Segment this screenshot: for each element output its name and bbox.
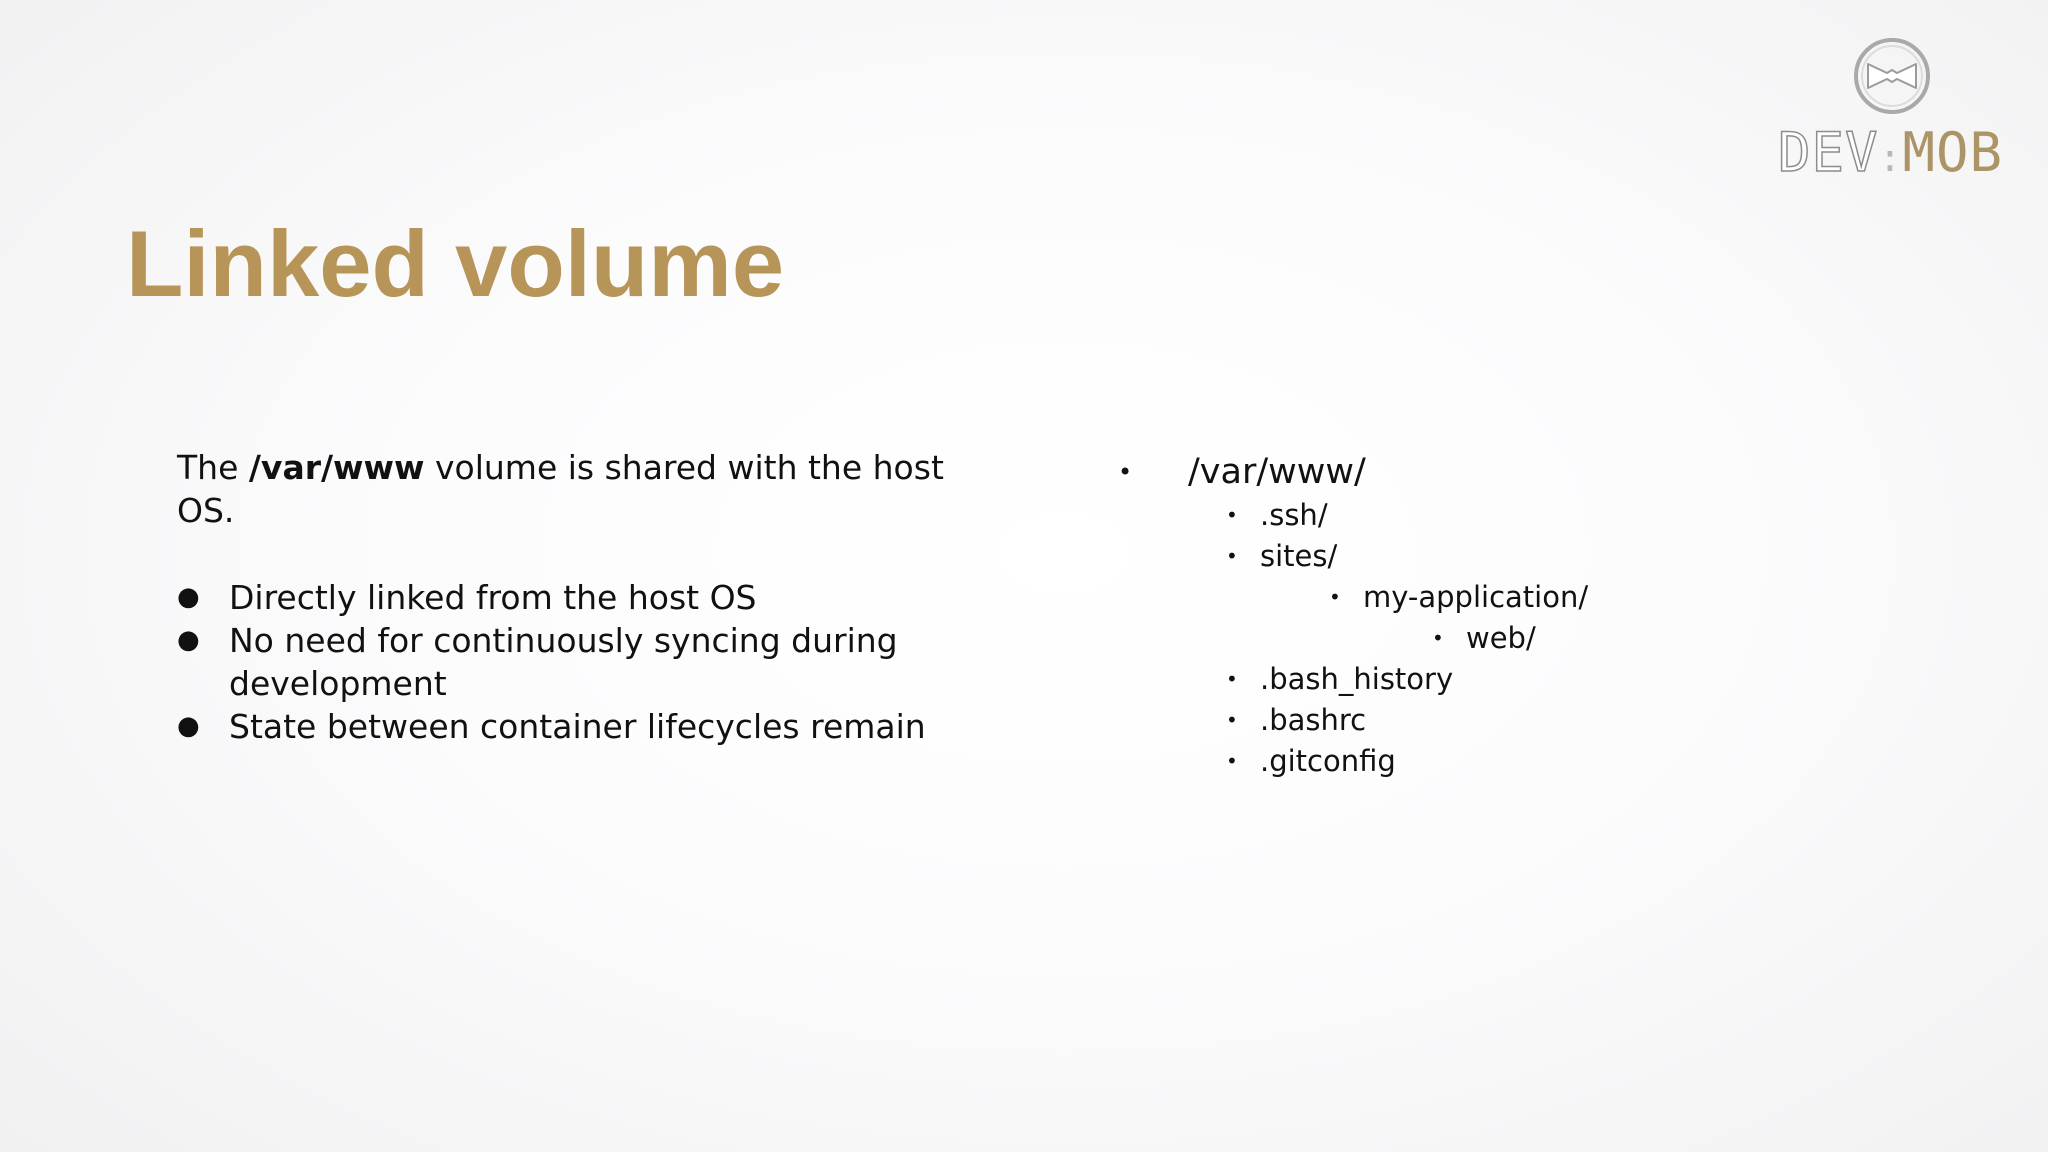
feature-bullet-item: ● Directly linked from the host OS bbox=[177, 576, 937, 619]
intro-suffix: volume is shared with the host OS. bbox=[177, 448, 944, 530]
tree-label: .ssh/ bbox=[1260, 498, 1328, 532]
tree-label: .gitconfig bbox=[1260, 744, 1396, 778]
bowtie-logo-icon bbox=[1850, 34, 1934, 118]
intro-path: /var/www bbox=[248, 448, 425, 487]
tree-label: my-application/ bbox=[1363, 580, 1589, 614]
intro-prefix: The bbox=[177, 448, 249, 487]
tree-label: sites/ bbox=[1260, 539, 1338, 573]
feature-bullet-item: ● State between container lifecycles remain bbox=[177, 705, 937, 748]
tree-bullet-icon: • bbox=[1226, 708, 1238, 732]
feature-bullet-item: ● No need for continuously syncing during development bbox=[177, 619, 937, 705]
tree-bullet-icon: • bbox=[1226, 667, 1238, 691]
feature-bullet-list bbox=[177, 576, 937, 748]
slide-title: Linked volume bbox=[126, 211, 785, 316]
logo-text-colon: : bbox=[1878, 136, 1903, 180]
devmob-logo bbox=[1778, 34, 2014, 184]
logo-text-dev: DEV bbox=[1778, 121, 1879, 184]
tree-bullet-icon: • bbox=[1226, 544, 1238, 568]
tree-label: web/ bbox=[1466, 621, 1536, 655]
tree-bullet-icon: • bbox=[1118, 458, 1133, 486]
tree-bullet-icon: • bbox=[1226, 749, 1238, 773]
directory-tree bbox=[1118, 448, 1638, 798]
tree-bullet-icon: • bbox=[1329, 585, 1341, 609]
tree-bullet-icon: • bbox=[1226, 503, 1238, 527]
tree-label: .bash_history bbox=[1260, 662, 1454, 696]
devmob-logo-text bbox=[1778, 122, 2014, 184]
tree-label: .bashrc bbox=[1260, 703, 1367, 737]
intro-paragraph bbox=[177, 446, 957, 532]
tree-bullet-icon: • bbox=[1432, 626, 1444, 650]
tree-label: /var/www/ bbox=[1188, 452, 1366, 492]
logo-text-mob: MOB bbox=[1902, 121, 2003, 184]
